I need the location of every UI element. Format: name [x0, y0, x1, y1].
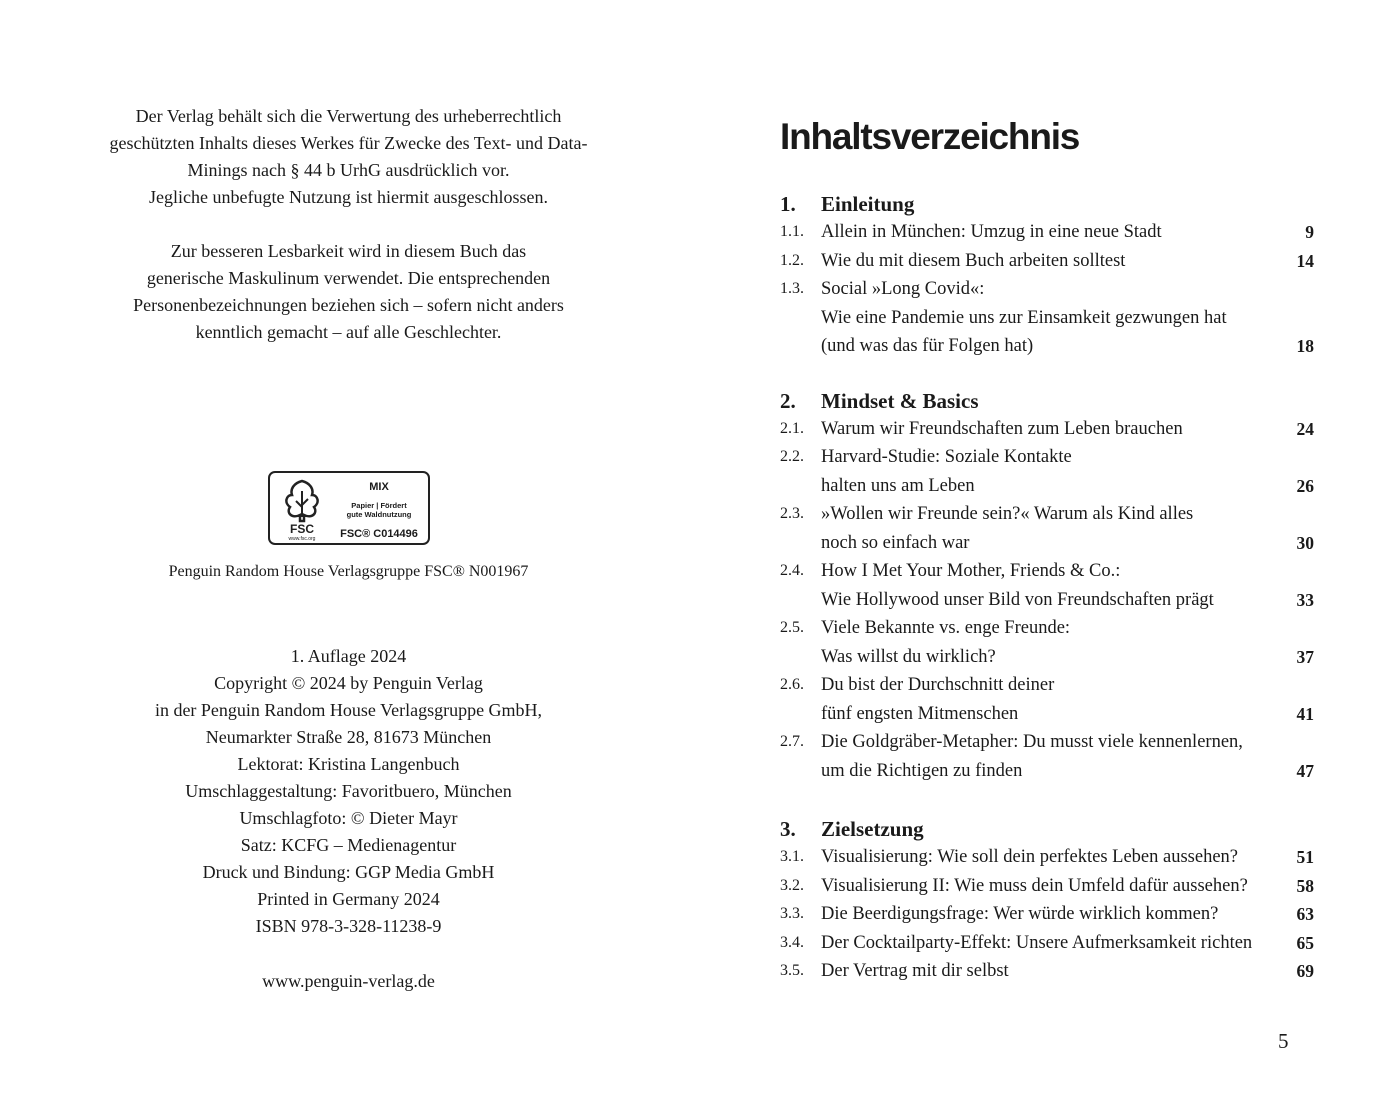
- entry-number: 1.3.: [780, 280, 804, 297]
- entry-page-number: 30: [1296, 532, 1314, 553]
- entry-title: How I Met Your Mother, Friends & Co.:: [821, 561, 1121, 581]
- entry-page-number: 33: [1296, 589, 1314, 610]
- fsc-line: Penguin Random House Verlagsgruppe FSC® N001967: [168, 563, 529, 580]
- fsc-logo: [268, 471, 430, 545]
- entry-number: 2.4.: [780, 562, 804, 579]
- entry-number: 2.7.: [780, 733, 804, 750]
- entry-title: halten uns am Leben: [821, 475, 975, 496]
- entry-page-number: 37: [1296, 646, 1314, 667]
- fsc-code: FSC® C014496: [340, 528, 418, 540]
- chapter-number: 1.: [780, 192, 796, 216]
- entry-title: fünf engsten Mitmenschen: [821, 703, 1019, 724]
- entry-title: Wie eine Pandemie uns zur Einsamkeit gezwungen hat: [821, 307, 1227, 328]
- imprint-line: Satz: KCFG – Medienagentur: [240, 835, 457, 855]
- toc-entry: [780, 900, 1314, 929]
- toc-entry: [780, 843, 1314, 872]
- fsc-paper-line: Papier | Fördert: [351, 501, 407, 510]
- fsc-mix-label: MIX: [369, 481, 389, 493]
- readability-note-line: generische Maskulinum verwendet. Die entsprechenden: [146, 268, 551, 288]
- fsc-paper-label: [330, 501, 428, 519]
- chapter-title: Mindset & Basics: [821, 388, 979, 413]
- toc-entry: [780, 728, 1314, 785]
- imprint-line: Umschlagfoto: © Dieter Mayr: [239, 808, 458, 828]
- entry-title: Visualisierung: Wie soll dein perfektes Leben aussehen?: [821, 847, 1239, 867]
- toc-entry: [780, 443, 1314, 500]
- entry-title: Warum wir Freundschaften zum Leben brauchen: [821, 418, 1183, 439]
- imprint-line: Lektorat: Kristina Langenbuch: [237, 754, 460, 774]
- imprint-line: Neumarkter Straße 28, 81673 München: [205, 727, 492, 747]
- entry-page-number: 9: [1305, 222, 1314, 242]
- entry-title: Was willst du wirklich?: [821, 646, 996, 667]
- entry-number: 3.3.: [780, 905, 804, 922]
- entry-title: Social »Long Covid«:: [821, 279, 985, 299]
- chapter-title: Einleitung: [821, 192, 915, 216]
- imprint-line: Copyright © 2024 by Penguin Verlag: [214, 673, 483, 693]
- fsc-paper-line: gute Waldnutzung: [346, 510, 412, 519]
- imprint: [0, 643, 697, 940]
- entry-title: Harvard-Studie: Soziale Kontakte: [821, 447, 1072, 467]
- fsc-url-text: www.fsc.org: [288, 536, 316, 541]
- entry-title: um die Richtigen zu finden: [821, 760, 1023, 781]
- entry-number: 3.5.: [780, 962, 804, 979]
- entry-page-number: 51: [1296, 847, 1314, 867]
- entry-number: 2.3.: [780, 505, 804, 522]
- entry-page-number: 65: [1296, 932, 1314, 953]
- chapter-title: Zielsetzung: [821, 817, 924, 841]
- entry-page-number: 69: [1296, 961, 1314, 981]
- entry-title: Wie du mit diesem Buch arbeiten solltest: [821, 250, 1126, 271]
- entry-page-number: 63: [1296, 904, 1314, 924]
- entry-title: Wie Hollywood unser Bild von Freundschaften prägt: [821, 589, 1214, 610]
- fsc-brand-text: FSC: [290, 522, 314, 536]
- page-number: 5: [1278, 1029, 1289, 1053]
- toc-entry: [780, 957, 1314, 986]
- entry-title: »Wollen wir Freunde sein?« Warum als Kind alles: [821, 504, 1194, 524]
- imprint-line: Printed in Germany 2024: [257, 889, 440, 909]
- legal-notice-line: Jegliche unbefugte Nutzung ist hiermit ausgeschlossen.: [149, 187, 548, 207]
- chapter-number: 3.: [780, 817, 796, 841]
- legal-notice-line: geschützten Inhalts dieses Werkes für Zwecke des Text- und Data-: [109, 133, 588, 153]
- entry-title: Der Cocktailparty-Effekt: Unsere Aufmerksamkeit richten: [821, 932, 1253, 953]
- toc-chapter: [780, 190, 1314, 218]
- entry-page-number: 58: [1296, 875, 1314, 896]
- toc-chapter: [780, 815, 1314, 843]
- toc-entry: [780, 671, 1314, 728]
- entry-number: 3.4.: [780, 933, 804, 951]
- website-link: www.penguin-verlag.de: [262, 971, 435, 991]
- toc-entry: [780, 557, 1314, 614]
- imprint-line: 1. Auflage 2024: [290, 646, 407, 666]
- entry-number: 1.1.: [780, 223, 804, 240]
- entry-number: 3.1.: [780, 848, 804, 865]
- readability-note-line: Personenbezeichnungen beziehen sich – sofern nicht anders: [133, 295, 564, 315]
- entry-page-number: 24: [1296, 418, 1314, 439]
- entry-title: Viele Bekannte vs. enge Freunde:: [821, 618, 1071, 638]
- entry-title: Visualisierung II: Wie muss dein Umfeld dafür aussehen?: [821, 875, 1248, 896]
- toc-entry: [780, 500, 1314, 557]
- readability-note: [0, 238, 697, 346]
- toc-entry: [780, 247, 1314, 276]
- fsc-tree-icon: [276, 477, 328, 541]
- table-of-contents: [780, 190, 1314, 986]
- toc-entry: [780, 415, 1314, 444]
- entry-page-number: 14: [1296, 250, 1314, 271]
- toc-entry: [780, 218, 1314, 247]
- toc-chapter: [780, 387, 1314, 415]
- entry-title: Du bist der Durchschnitt deiner: [821, 675, 1055, 695]
- readability-note-line: Zur besseren Lesbarkeit wird in diesem Buch das: [170, 241, 527, 261]
- legal-notice-line: Der Verlag behält sich die Verwertung des urheberrechtlich: [135, 106, 562, 126]
- entry-title: noch so einfach war: [821, 532, 970, 553]
- readability-note-line: kenntlich gemacht – auf alle Geschlechter.: [195, 322, 502, 342]
- toc-entry: [780, 929, 1314, 958]
- toc-entry: [780, 614, 1314, 671]
- entry-title: (und was das für Folgen hat): [821, 336, 1034, 356]
- entry-page-number: 18: [1296, 336, 1314, 356]
- entry-page-number: 26: [1296, 475, 1314, 496]
- entry-title: Allein in München: Umzug in eine neue Stadt: [821, 222, 1162, 242]
- imprint-line: in der Penguin Random House Verlagsgruppe GmbH,: [154, 700, 543, 720]
- entry-page-number: 41: [1296, 703, 1314, 724]
- entry-title: Die Beerdigungsfrage: Wer würde wirklich kommen?: [821, 904, 1219, 924]
- entry-number: 2.6.: [780, 676, 804, 693]
- toc-title: Inhaltsverzeichnis: [780, 116, 1080, 157]
- entry-number: 3.2.: [780, 876, 804, 894]
- legal-notice-line: Minings nach § 44 b UrhG ausdrücklich vor.: [187, 160, 510, 180]
- toc-entry: [780, 872, 1314, 901]
- entry-page-number: 47: [1296, 760, 1314, 781]
- imprint-line: Umschlaggestaltung: Favoritbuero, München: [185, 781, 512, 801]
- entry-title: Die Goldgräber-Metapher: Du musst viele kennenlernen,: [821, 732, 1243, 752]
- entry-number: 2.5.: [780, 619, 804, 636]
- toc-entry: [780, 275, 1314, 361]
- legal-notice: [0, 103, 697, 211]
- imprint-line: Druck und Bindung: GGP Media GmbH: [202, 862, 495, 882]
- entry-title: Der Vertrag mit dir selbst: [821, 961, 1009, 981]
- imprint-line: ISBN 978-3-328-11238-9: [255, 916, 442, 936]
- entry-number: 2.2.: [780, 448, 804, 465]
- chapter-number: 2.: [780, 388, 796, 413]
- entry-number: 1.2.: [780, 251, 804, 269]
- entry-number: 2.1.: [780, 419, 804, 437]
